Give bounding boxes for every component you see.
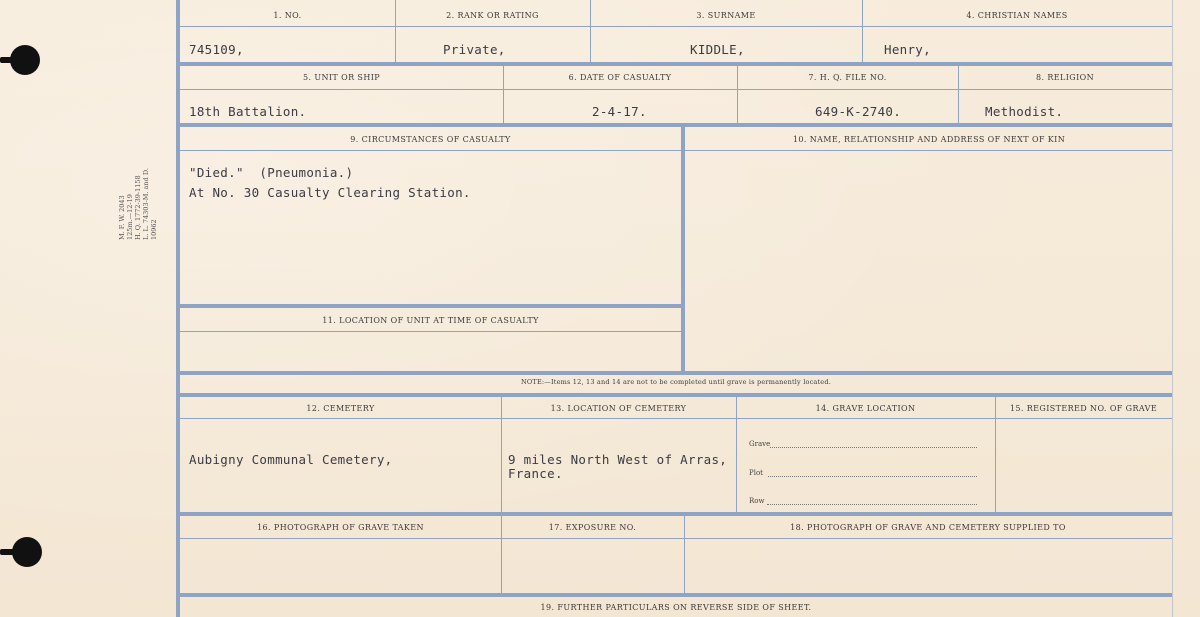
rule: [862, 0, 863, 62]
header-no: 1. NO.: [273, 11, 302, 20]
rule: [501, 397, 502, 512]
value-circumstances-2: At No. 30 Casualty Clearing Station.: [189, 185, 471, 200]
rule: [736, 397, 737, 512]
row-label: Row: [749, 497, 765, 505]
header-photo-supplied: 18. PHOTOGRAPH OF GRAVE AND CEMETERY SUPPLIED TO: [790, 523, 1066, 532]
value-location-cemetery-1: 9 miles North West of Arras,: [508, 452, 728, 467]
further-particulars: 19. FURTHER PARTICULARS ON REVERSE SIDE OF SHEET.: [540, 603, 812, 612]
header-hq-file: 7. H. Q. FILE NO.: [808, 73, 887, 82]
rule: [180, 512, 1172, 516]
binder-clip-top: [0, 57, 20, 63]
rule: [180, 418, 1172, 419]
value-unit: 18th Battalion.: [189, 104, 307, 119]
rule: [180, 123, 1172, 127]
value-circumstances-1: "Died." (Pneumonia.): [189, 165, 354, 180]
header-registered-no: 15. REGISTERED NO. OF GRAVE: [1009, 404, 1158, 413]
rule: [180, 150, 1172, 151]
rule: [180, 371, 1172, 375]
header-date: 6. DATE OF CASUALTY: [568, 73, 672, 82]
rule: [681, 127, 685, 371]
value-christian-names: Henry,: [884, 42, 931, 57]
header-next-of-kin: 10. NAME, RELATIONSHIP AND ADDRESS OF NEXT OF KIN: [792, 135, 1066, 144]
header-exposure: 17. EXPOSURE NO.: [548, 523, 637, 532]
form-code-line: M. F. W. 2043: [118, 195, 126, 240]
rule: [180, 26, 1172, 27]
header-cemetery: 12. CEMETERY: [306, 404, 375, 413]
note-text: NOTE:—Items 12, 13 and 14 are not to be completed until grave is permanently located.: [521, 378, 831, 386]
form-code-line: L. L. 74303-M. and D. 10962: [142, 168, 158, 240]
value-cemetery: Aubigny Communal Cemetery,: [189, 452, 393, 467]
rule: [180, 62, 1172, 66]
header-surname: 3. SURNAME: [696, 11, 756, 20]
plot-dotted-line: [768, 476, 977, 477]
value-rank: Private,: [443, 42, 506, 57]
grave-label: Grave: [749, 440, 771, 448]
value-hq-file: 649-K-2740.: [815, 104, 902, 119]
value-surname: KIDDLE,: [690, 42, 745, 57]
binder-clip-bottom: [0, 549, 20, 555]
rule: [180, 538, 1172, 539]
value-location-cemetery-2: France.: [508, 466, 563, 481]
form-code-line: H. Q. 1772-39-1158: [134, 175, 142, 240]
value-no: 745109,: [189, 42, 244, 57]
rule: [180, 593, 1172, 597]
rule: [180, 89, 1172, 90]
header-religion: 8. RELIGION: [1035, 73, 1095, 82]
header-rank: 2. RANK OR RATING: [446, 11, 539, 20]
form-code-line: 125m.—12-19: [126, 194, 134, 240]
value-religion: Methodist.: [985, 104, 1064, 119]
rule: [395, 0, 396, 62]
rule: [180, 331, 681, 332]
rule: [180, 393, 1172, 397]
right-border: [1172, 0, 1173, 617]
row-dotted-line: [767, 504, 977, 505]
plot-label: Plot: [749, 469, 763, 477]
header-unit: 5. UNIT OR SHIP: [302, 73, 381, 82]
rule: [590, 0, 591, 62]
header-photo-taken: 16. PHOTOGRAPH OF GRAVE TAKEN: [257, 523, 424, 532]
rule: [995, 397, 996, 512]
value-date: 2-4-17.: [592, 104, 647, 119]
header-circumstances: 9. CIRCUMSTANCES OF CASUALTY: [350, 135, 511, 144]
rule: [180, 304, 681, 308]
header-christian-names: 4. CHRISTIAN NAMES: [966, 11, 1068, 20]
header-location-unit: 11. LOCATION OF UNIT AT TIME OF CASUALTY: [322, 316, 539, 325]
grave-dotted-line: [770, 447, 977, 448]
header-grave-location: 14. GRAVE LOCATION: [815, 404, 916, 413]
header-location-cemetery: 13. LOCATION OF CEMETERY: [550, 404, 687, 413]
